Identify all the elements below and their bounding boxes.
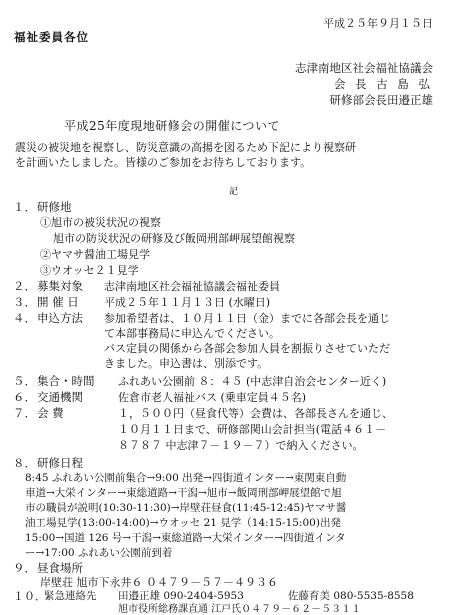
venue-item: ③ウオッセ２１見学: [40, 264, 139, 277]
venue-item: ②ヤマサ醤油工場見学: [40, 248, 150, 261]
document-title: 平成25年度現地研修会の開催について: [64, 119, 281, 133]
intro-line: を計画いたしました。皆様のご参加をお待ちしております。: [15, 156, 312, 169]
venue-item: 旭市の防災状況の研修及び飯岡刑部岬展望館視察: [53, 232, 295, 245]
sender-chairman: 会 長 古 島 弘: [333, 77, 433, 91]
transportation: 佐倉市老人福祉バス (乗車定員４５名): [118, 391, 307, 404]
section-label: 募集対象: [37, 279, 83, 293]
event-date: 平成２５年１１月１３日 (水曜日): [104, 296, 271, 309]
section-number: ５．: [13, 374, 36, 388]
section-label: 昼食場所: [37, 561, 83, 575]
schedule-line: 8:45 ふれあい公園前集合→9:00 出発→四街道インター→東関東自動: [25, 472, 347, 484]
section-number: ４．: [13, 311, 36, 325]
lunch-place: 岸壁荘 旭市下永井６ ０４７９－５７－４９３６: [40, 576, 278, 589]
document-date: 平成２５年９月１５日: [323, 17, 433, 30]
schedule-line: 油工場見学(13:00-14:00)→ウオッセ 21 見学（14:15-15:00)出発: [25, 517, 341, 529]
emergency-contact: 田邉正雄 090-2404-5953: [118, 590, 244, 602]
fee-line: １０月１１日まで、研修部関山会計担当(電話４６１－: [118, 423, 387, 436]
application-line: て本部事務局に申込んでください。: [104, 327, 280, 340]
schedule-line: 15:00→国道 126 号→干潟→東総道路→大栄インター→四街道インタ: [25, 532, 346, 544]
section-number: ３．: [13, 295, 36, 309]
schedule-line: ー→17:00 ふれあい公園前到着: [25, 547, 173, 559]
addressee: 福祉委員各位: [14, 30, 89, 44]
emergency-contact: 旭市役所総務課直通 江戸氏０４７９－６２－５３１１: [118, 604, 362, 615]
section-label: 交通機関: [37, 390, 83, 404]
fee-line: ８７８７ 中志津７－１９－７）で納入ください。: [118, 439, 364, 452]
fee-line: １，５００円（昼食代等）会費は、各部長さんを通じ、: [118, 407, 393, 420]
section-number: ２．: [13, 279, 36, 293]
section-label: 会 費: [37, 406, 64, 420]
section-label: 研修地: [37, 200, 72, 214]
sender-department-head: 研修部会長田邉正雄: [329, 93, 433, 107]
application-line: バス定員の関係から各部会参加人員を割振りさせていただ: [104, 342, 390, 355]
section-label: 開 催 日: [37, 295, 79, 309]
meeting-place-time: ふれあい公園前 ８：４５ (中志津自治会センター近く): [118, 375, 387, 388]
section-label: 集合・時間: [37, 374, 95, 388]
intro-line: 震災の被災地を視察し、防災意識の高揚を図るため下記により視察研: [15, 141, 356, 154]
schedule-line: 市の職員が説明(10:30-11:30)→岸壁荘昼食(11:45-12:45)ヤマサ醤: [25, 502, 347, 514]
sender-organization: 志津南地区社会福祉協議会: [295, 61, 433, 75]
recruit-target: 志津南地区社会福祉協議会福祉委員: [104, 280, 280, 293]
venue-item: ①旭市の被災状況の視察: [40, 216, 161, 229]
section-number: ８．: [13, 456, 36, 470]
section-number: ６．: [13, 390, 36, 404]
section-label: 研修日程: [37, 456, 83, 470]
section-label: 緊急連絡先: [44, 590, 97, 602]
emergency-contact: 佐藤育美 080-5535-8558: [288, 590, 414, 602]
section-number: ９．: [13, 561, 36, 575]
section-label: 申込方法: [37, 311, 83, 325]
section-number: ７．: [13, 406, 36, 420]
schedule-line: 車道→大栄インター→東総道路→干潟→旭市→飯岡刑部岬展望館で旭: [25, 487, 342, 499]
section-number: １０．: [13, 590, 46, 603]
ki-heading: 記: [229, 187, 239, 197]
application-line: きました。申込書は、別添です。: [104, 357, 269, 370]
section-number: １．: [13, 200, 36, 214]
application-line: 参加希望者は、１０月１１日（金）までに各部会長を通じ: [104, 312, 390, 325]
